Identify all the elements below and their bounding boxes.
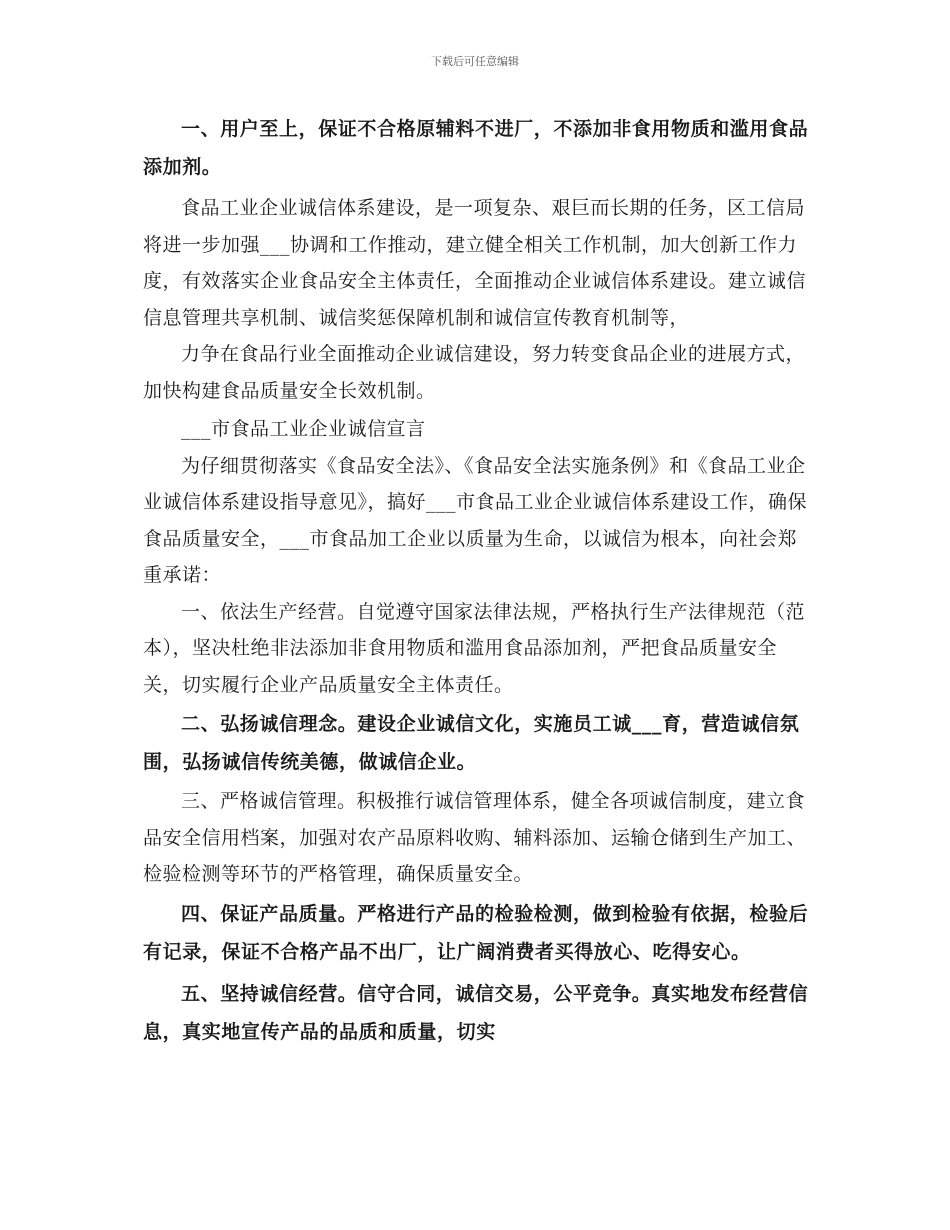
paragraph-2: 食品工业企业诚信体系建设，是一项复杂、艰巨而长期的任务，区工信局将进一步加强___协调和工作推动，建立健全相关工作机制，加大创新工作力度，有效落实企业食品安全主体责任，全面推动企业诚信体系建设。建立诚信信息管理共享机制、诚信奖惩保障机制和诚信宣传教育机制等， [143,197,807,329]
paragraph-3: 力争在食品行业全面推动企业诚信建设，努力转变食品企业的进展方式，加快构建食品质量安全长效机制。 [143,343,806,402]
paragraph-9: 五、坚持诚信经营。信守合同，诚信交易，公平竞争。真实地发布经营信息，真实地宣传产品的品质和质量，切实 [143,982,809,1043]
document-body [143,110,813,1051]
page-header: 下载后可任意编辑 [431,55,519,68]
paragraph-1: 一、用户至上，保证不合格原辅料不进厂，不添加非食用物质和滥用食品添加剂。 [143,118,809,178]
paragraph-8: 四、保证产品质量。严格进行产品的检验检测，做到检验有依据，检验后有记录，保证不合格产品不出厂，让广阔消费者买得放心、吃得安心。 [143,902,809,963]
section-heading: ___市食品工业企业诚信宣言 [181,418,426,440]
paragraph-7: 三、严格诚信管理。积极推行诚信管理体系，健全各项诚信制度，建立食品安全信用档案，加强对农产品原料收购、辅料添加、运输仓储到生产加工、检验检测等环节的严格管理，确保质量安全。 [143,790,807,885]
paragraph-5: 一、依法生产经营。自觉遵守国家法律法规，严格执行生产法律规范（范本），坚决杜绝非法添加非食用物质和滥用食品添加剂，严把食品质量安全关，切实履行企业产品质量安全主体责任。 [143,600,806,696]
paragraph-4: 为仔细贯彻落实《食品安全法》、《食品安全法实施条例》和《食品工业企业诚信体系建设指导意见》，搞好___市食品工业企业诚信体系建设工作，确保食品质量安全，___市食品加工企业以质量为生命，以诚信为根本，向社会郑重承诺： [143,454,808,586]
paragraph-6: 二、弘扬诚信理念。建设企业诚信文化，实施员工诚___育，营造诚信氛围，弘扬诚信传统美德，做诚信企业。 [143,713,800,773]
